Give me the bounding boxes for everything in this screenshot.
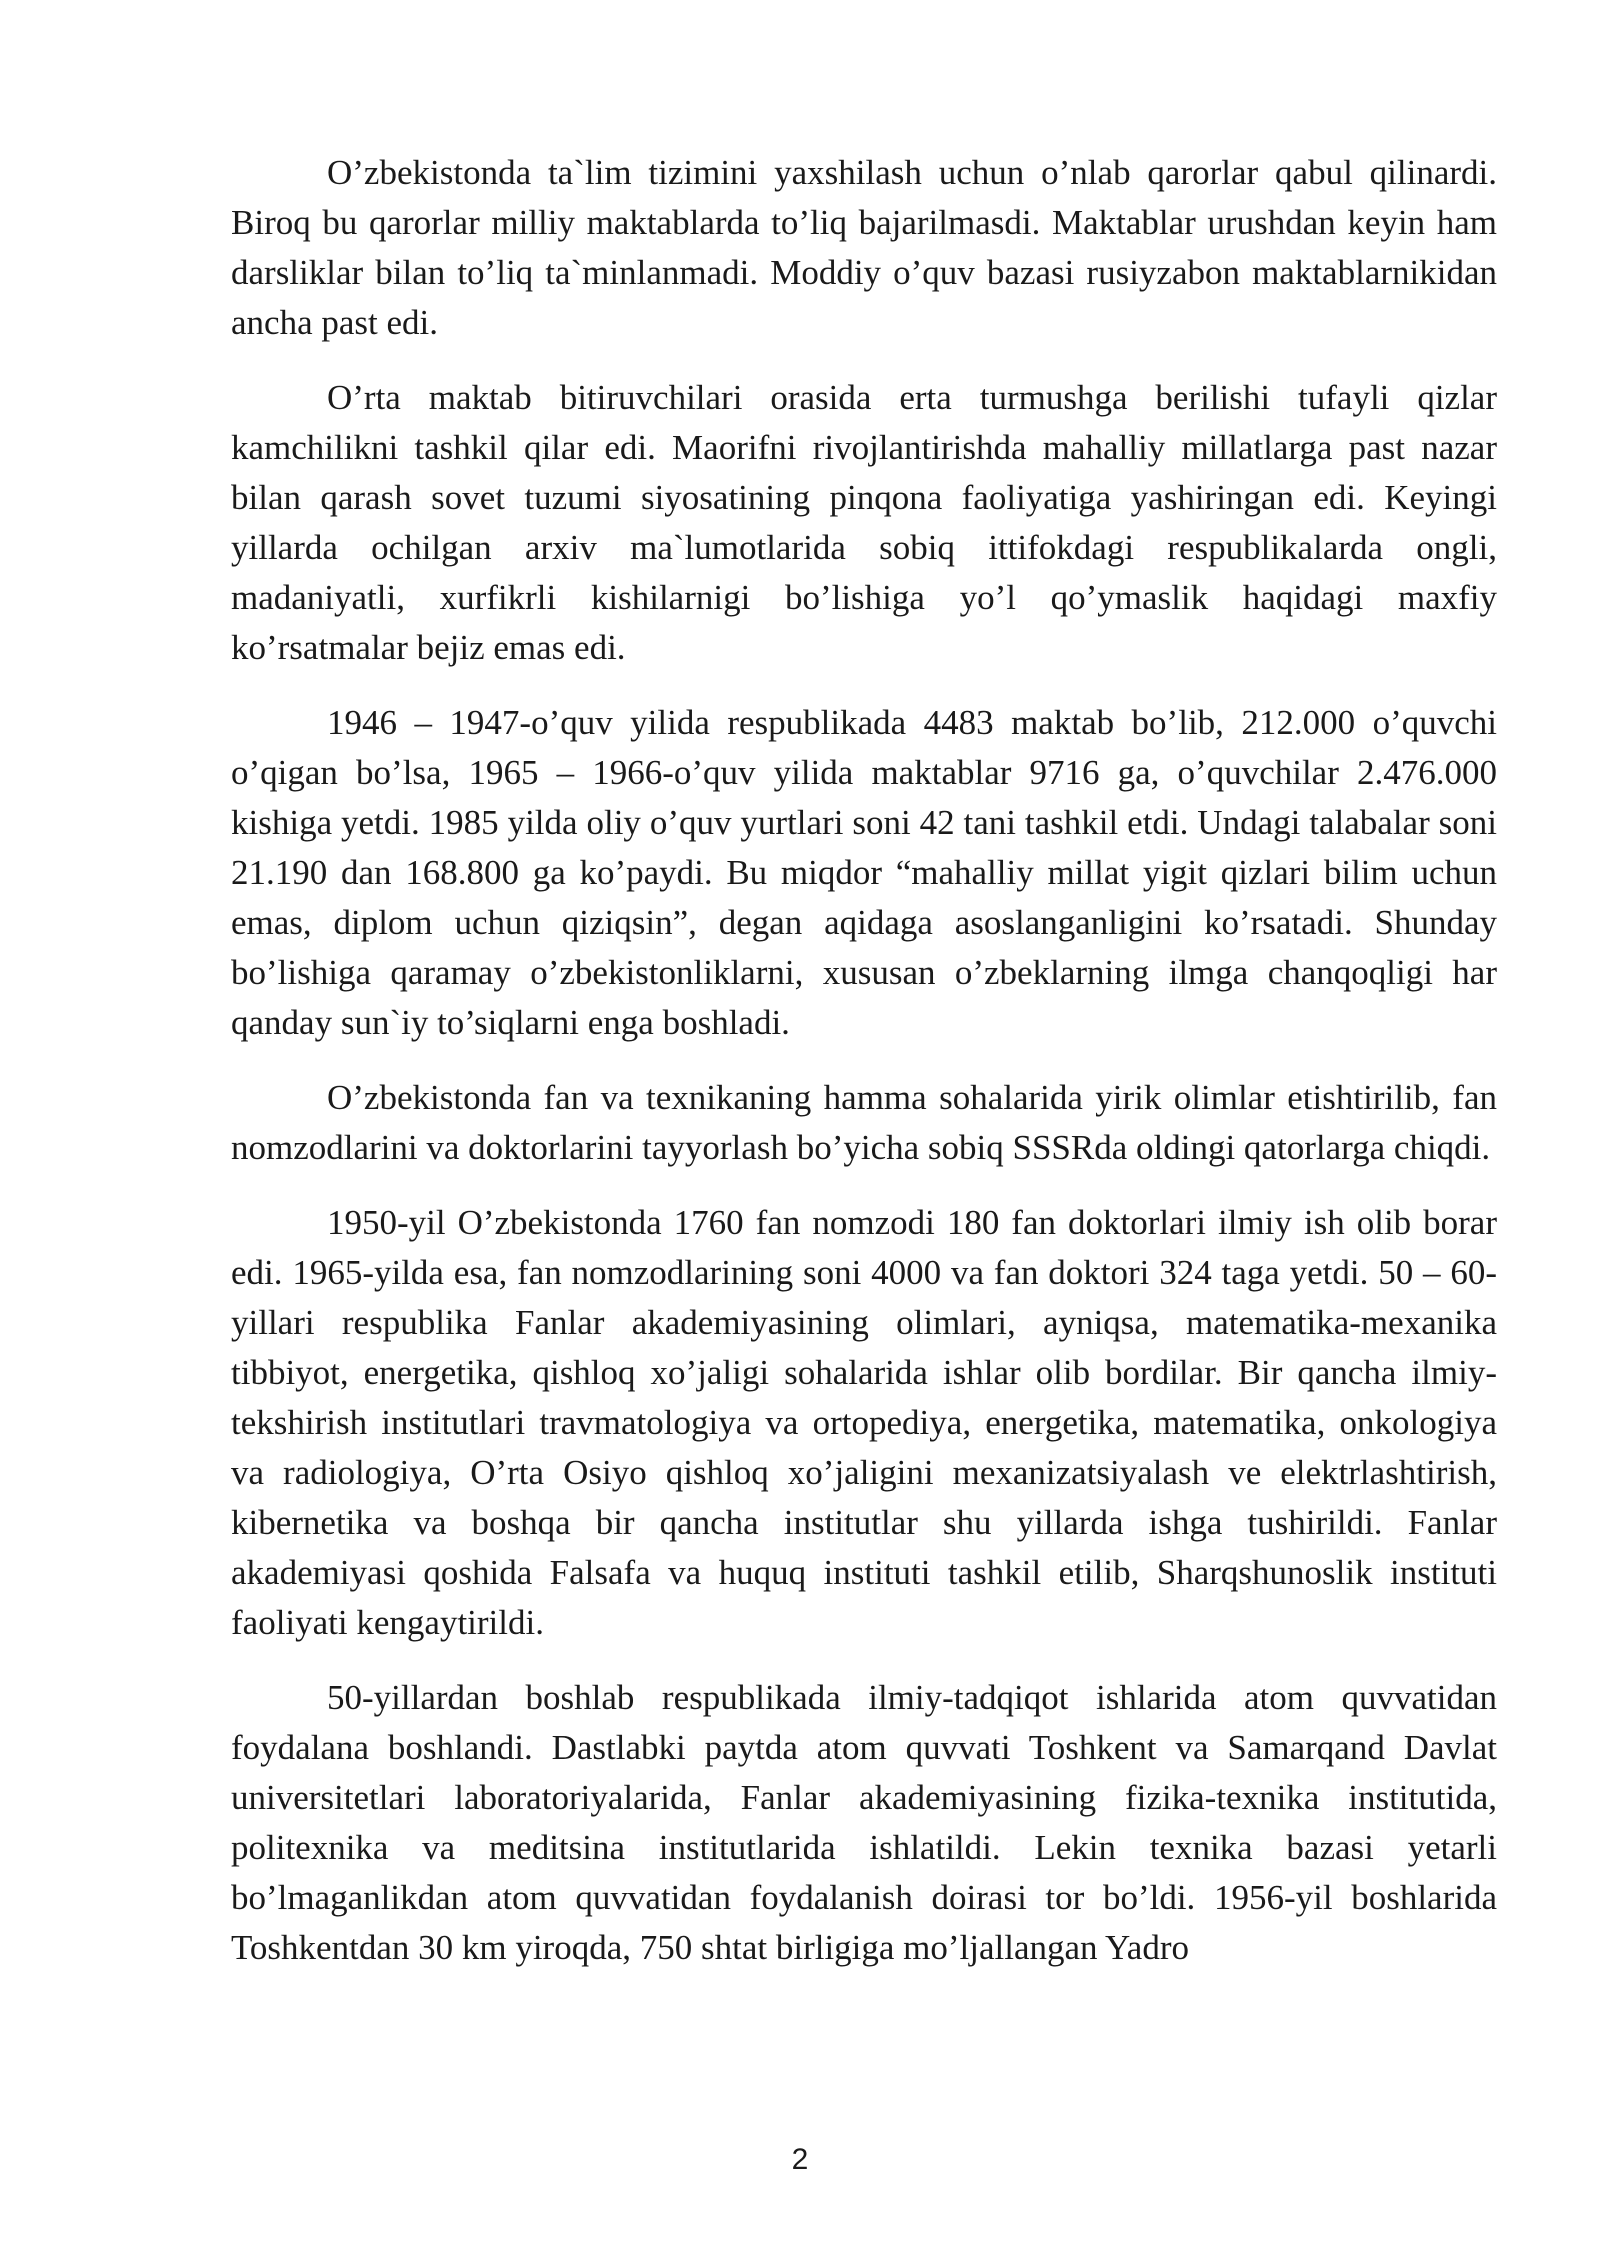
paragraph: O’rta maktab bitiruvchilari orasida erta turmushga berilishi tufayli qizlar kamchilikni tashkil qilar edi. Maorifni rivojlantirishda mahalliy millatlarga past nazar bilan qarash sovet tuzumi siyosatining pinqona faoliyatiga yashiringan edi. Keyingi yillarda ochilgan arxiv ma`lumotlarida sobiq ittifokdagi respublikalarda ongli, madaniyatli, xurfikrli kishilarnigi bo’lishiga yo’l qo’ymaslik haqidagi maxfiy ko’rsatmalar bejiz emas edi. <box>231 378 1497 667</box>
paragraph: 1946 – 1947-o’quv yilida respublikada 4483 maktab bo’lib, 212.000 o’quvchi o’qigan bo’lsa, 1965 – 1966-o’quv yilida maktablar 9716 ga, o’quvchilar 2.476.000 kishiga yetdi. 1985 yilda oliy o’quv yurtlari soni 42 tani tashkil etdi. Undagi talabalar soni 21.190 dan 168.800 ga ko’paydi. Bu miqdor “mahalliy millat yigit qizlari bilim uchun emas, diplom uchun qiziqsin”, degan aqidaga asoslanganligini ko’rsatadi. Shunday bo’lishiga qaramay o’zbekistonliklarni, xususan o’zbeklarning ilmga chanqoqligi har qanday sun`iy to’siqlarni enga boshladi. <box>231 703 1497 1042</box>
paragraph: 1950-yil O’zbekistonda 1760 fan nomzodi 180 fan doktorlari ilmiy ish olib borar edi. 1965-yilda esa, fan nomzodlarining soni 4000 va fan doktori 324 taga yetdi. 50 – 60-yillari respublika Fanlar akademiyasining olimlari, ayniqsa, matematika-mexanika tibbiyot, energetika, qishloq xo’jaligi sohalarida ishlar olib bordilar. Bir qancha ilmiy-tekshirish institutlari travmatologiya va ortopediya, energetika, matematika, onkologiya va radiologiya, O’rta Osiyo qishloq xo’jaligini mexanizatsiyalash ve elektrlashtirish, kibernetika va boshqa bir qancha institutlar shu yillarda ishga tushirildi. Fanlar akademiyasi qoshida Falsafa va huquq instituti tashkil etilib, Sharqshunoslik instituti faoliyati kengaytirildi. <box>231 1203 1497 1642</box>
paragraph: O’zbekistonda ta`lim tizimini yaxshilash uchun o’nlab qarorlar qabul qilinardi. Biroq bu qarorlar milliy maktablarda to’liq bajarilmasdi. Maktablar urushdan keyin ham darsliklar bilan to’liq ta`minlanmadi. Moddiy o’quv bazasi rusiyzabon maktablarnikidan ancha past edi. <box>231 153 1497 342</box>
paragraph: 50-yillardan boshlab respublikada ilmiy-tadqiqot ishlarida atom quvvatidan foydalana boshlandi. Dastlabki paytda atom quvvati Toshkent va Samarqand Davlat universitetlari laboratoriyalarida, Fanlar akademiyasining fizika-texnika institutida, politexnika va meditsina institutlarida ishlatildi. Lekin texnika bazasi yetarli bo’lmaganlikdan atom quvvatidan foydalanish doirasi tor bo’ldi. 1956-yil boshlarida Toshkentdan 30 km yiroqda, 750 shtat birligiga mo’ljallangan Yadro <box>231 1678 1497 1967</box>
page-number: 2 <box>791 2143 809 2176</box>
paragraph: O’zbekistonda fan va texnikaning hamma sohalarida yirik olimlar etishtirilib, fan nomzodlarini va doktorlarini tayyorlash bo’yicha sobiq SSSRda oldingi qatorlarga chiqdi. <box>231 1078 1497 1167</box>
text-column <box>231 148 1497 1998</box>
